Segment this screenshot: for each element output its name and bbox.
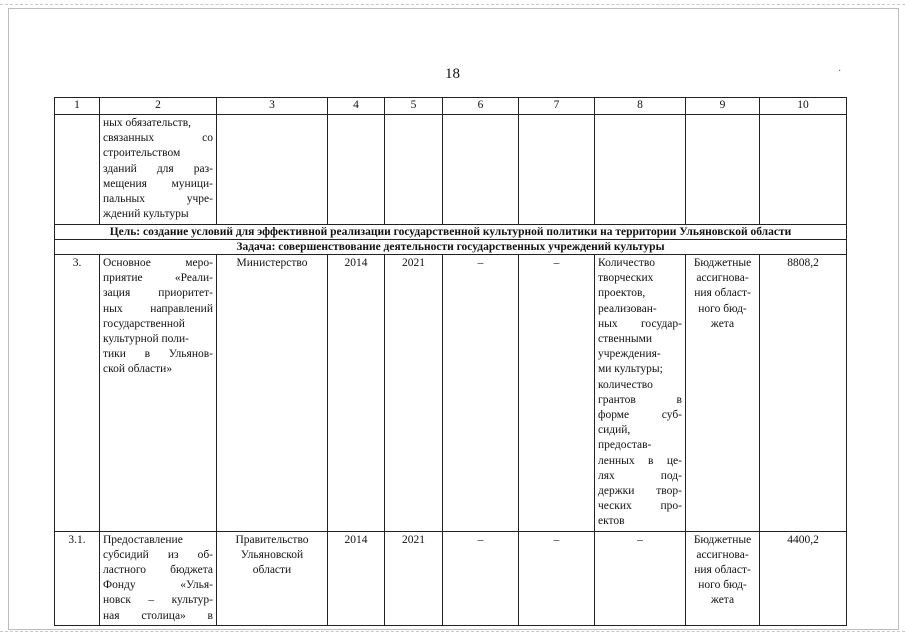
text-line: ная столица» в bbox=[103, 609, 213, 622]
text-line: грантов в bbox=[598, 393, 682, 406]
header-cell: 5 bbox=[385, 98, 443, 115]
empty-cell bbox=[328, 115, 385, 225]
header-cell: 1 bbox=[55, 98, 100, 115]
task-text: Задача: совершенствование деятельности государственных учреждений культуры bbox=[55, 240, 847, 255]
text-line: лях под- bbox=[598, 469, 682, 482]
start-year: 2014 bbox=[328, 255, 385, 532]
end-year: 2021 bbox=[385, 255, 443, 532]
text-line: субсидий из об- bbox=[103, 548, 213, 561]
text-line: ных направлений bbox=[103, 302, 213, 315]
table-row bbox=[55, 255, 847, 532]
text-line: ческих про- bbox=[598, 500, 682, 513]
measure-name bbox=[100, 531, 217, 625]
header-row bbox=[55, 98, 847, 115]
text-line: ния област- bbox=[694, 287, 751, 300]
text-line: государственной bbox=[103, 317, 185, 330]
text-line: ных государ- bbox=[598, 317, 682, 330]
text-line: творческих bbox=[598, 272, 654, 285]
funding-source bbox=[686, 255, 760, 532]
text-line: Правительство bbox=[235, 533, 309, 546]
text-line: ектов bbox=[598, 515, 625, 528]
text-line: предостав- bbox=[598, 439, 652, 452]
empty-cell bbox=[686, 115, 760, 225]
executor bbox=[217, 531, 328, 625]
text-line: ного бюд- bbox=[698, 579, 747, 592]
row-number: 3. bbox=[55, 255, 100, 532]
header-cell: 7 bbox=[519, 98, 595, 115]
text-line: Фонду «Улья- bbox=[103, 579, 213, 592]
text-line: жета bbox=[710, 594, 735, 607]
col7-value: – bbox=[519, 255, 595, 532]
text-line: учреждения- bbox=[598, 348, 661, 361]
measure-name bbox=[100, 255, 217, 532]
text-line: жета bbox=[710, 317, 735, 330]
col8-value: – bbox=[595, 531, 686, 625]
goal-text: Цель: создание условий для эффективной реализации государственной культурной политики на территории Ульяновской области bbox=[55, 225, 847, 240]
text-line: тики в Ульянов- bbox=[103, 348, 213, 361]
row-number: 3.1. bbox=[55, 531, 100, 625]
text-line: держки твор- bbox=[598, 485, 682, 498]
text-line: Ульяновской bbox=[240, 548, 304, 561]
text-line: пальных учре- bbox=[103, 193, 213, 206]
empty-cell bbox=[519, 115, 595, 225]
scan-speck: · bbox=[838, 66, 842, 77]
end-year: 2021 bbox=[385, 531, 443, 625]
header-cell: 10 bbox=[760, 98, 847, 115]
header-cell: 8 bbox=[595, 98, 686, 115]
header-cell: 4 bbox=[328, 98, 385, 115]
text-line: ния област- bbox=[694, 564, 751, 577]
text-line: приятие «Реали- bbox=[103, 272, 213, 285]
header-cell: 2 bbox=[100, 98, 217, 115]
text-line: области bbox=[252, 564, 292, 577]
text-line: ленных в це- bbox=[598, 454, 682, 467]
scan-edge-bottom bbox=[0, 631, 905, 632]
text-line: ластного бюджета bbox=[103, 564, 213, 577]
continuation-row bbox=[55, 115, 847, 225]
text-line: форме суб- bbox=[598, 409, 682, 422]
scan-edge-top bbox=[0, 4, 905, 5]
empty-cell bbox=[595, 115, 686, 225]
text-line: ного бюд- bbox=[698, 302, 747, 315]
program-table bbox=[54, 97, 847, 626]
text-line: новск – культур- bbox=[103, 594, 213, 607]
col6-value: – bbox=[443, 531, 519, 625]
text-line: зация приоритет- bbox=[103, 287, 213, 300]
text-line: Бюджетные bbox=[693, 533, 752, 546]
table-row bbox=[55, 531, 847, 625]
empty-cell bbox=[217, 115, 328, 225]
goal-row bbox=[55, 225, 847, 240]
text-line: ми культуры; bbox=[598, 363, 663, 376]
text-line: культурной поли- bbox=[103, 333, 189, 346]
continuation-name-cell bbox=[100, 115, 217, 225]
empty-cell bbox=[385, 115, 443, 225]
text-line: Предоставление bbox=[103, 533, 183, 546]
col6-value: – bbox=[443, 255, 519, 532]
header-cell: 6 bbox=[443, 98, 519, 115]
text-line: сидий, bbox=[598, 424, 631, 437]
text-line: ственными bbox=[598, 333, 653, 346]
text-line: строительством bbox=[103, 147, 181, 160]
text-line: ассигнова- bbox=[696, 272, 749, 285]
indicator bbox=[595, 255, 686, 532]
header-cell: 3 bbox=[217, 98, 328, 115]
amount: 8808,2 bbox=[760, 255, 847, 532]
text-line: ждений культуры bbox=[103, 208, 189, 221]
col7-value: – bbox=[519, 531, 595, 625]
text-line: Бюджетные bbox=[693, 257, 752, 269]
executor: Министерство bbox=[217, 255, 328, 532]
text-line: количество bbox=[598, 378, 653, 391]
text-line: зданий для раз- bbox=[103, 162, 213, 175]
text-line: ской области» bbox=[103, 363, 173, 376]
text-line: Основное меро- bbox=[103, 257, 213, 269]
text-line: ассигнова- bbox=[696, 548, 749, 561]
start-year: 2014 bbox=[328, 531, 385, 625]
text-line: реализован- bbox=[598, 302, 657, 315]
page-number: 18 bbox=[445, 66, 460, 82]
text-line: мещения муници- bbox=[103, 177, 213, 190]
funding-source bbox=[686, 531, 760, 625]
text-line: проектов, bbox=[598, 287, 646, 300]
header-cell: 9 bbox=[686, 98, 760, 115]
text-line: связанных со bbox=[103, 132, 213, 145]
empty-cell bbox=[443, 115, 519, 225]
empty-cell bbox=[760, 115, 847, 225]
continuation-num-cell bbox=[55, 115, 100, 225]
task-row bbox=[55, 240, 847, 255]
text-line: ных обязательств, bbox=[103, 117, 192, 129]
amount: 4400,2 bbox=[760, 531, 847, 625]
text-line: Количество bbox=[598, 257, 655, 269]
